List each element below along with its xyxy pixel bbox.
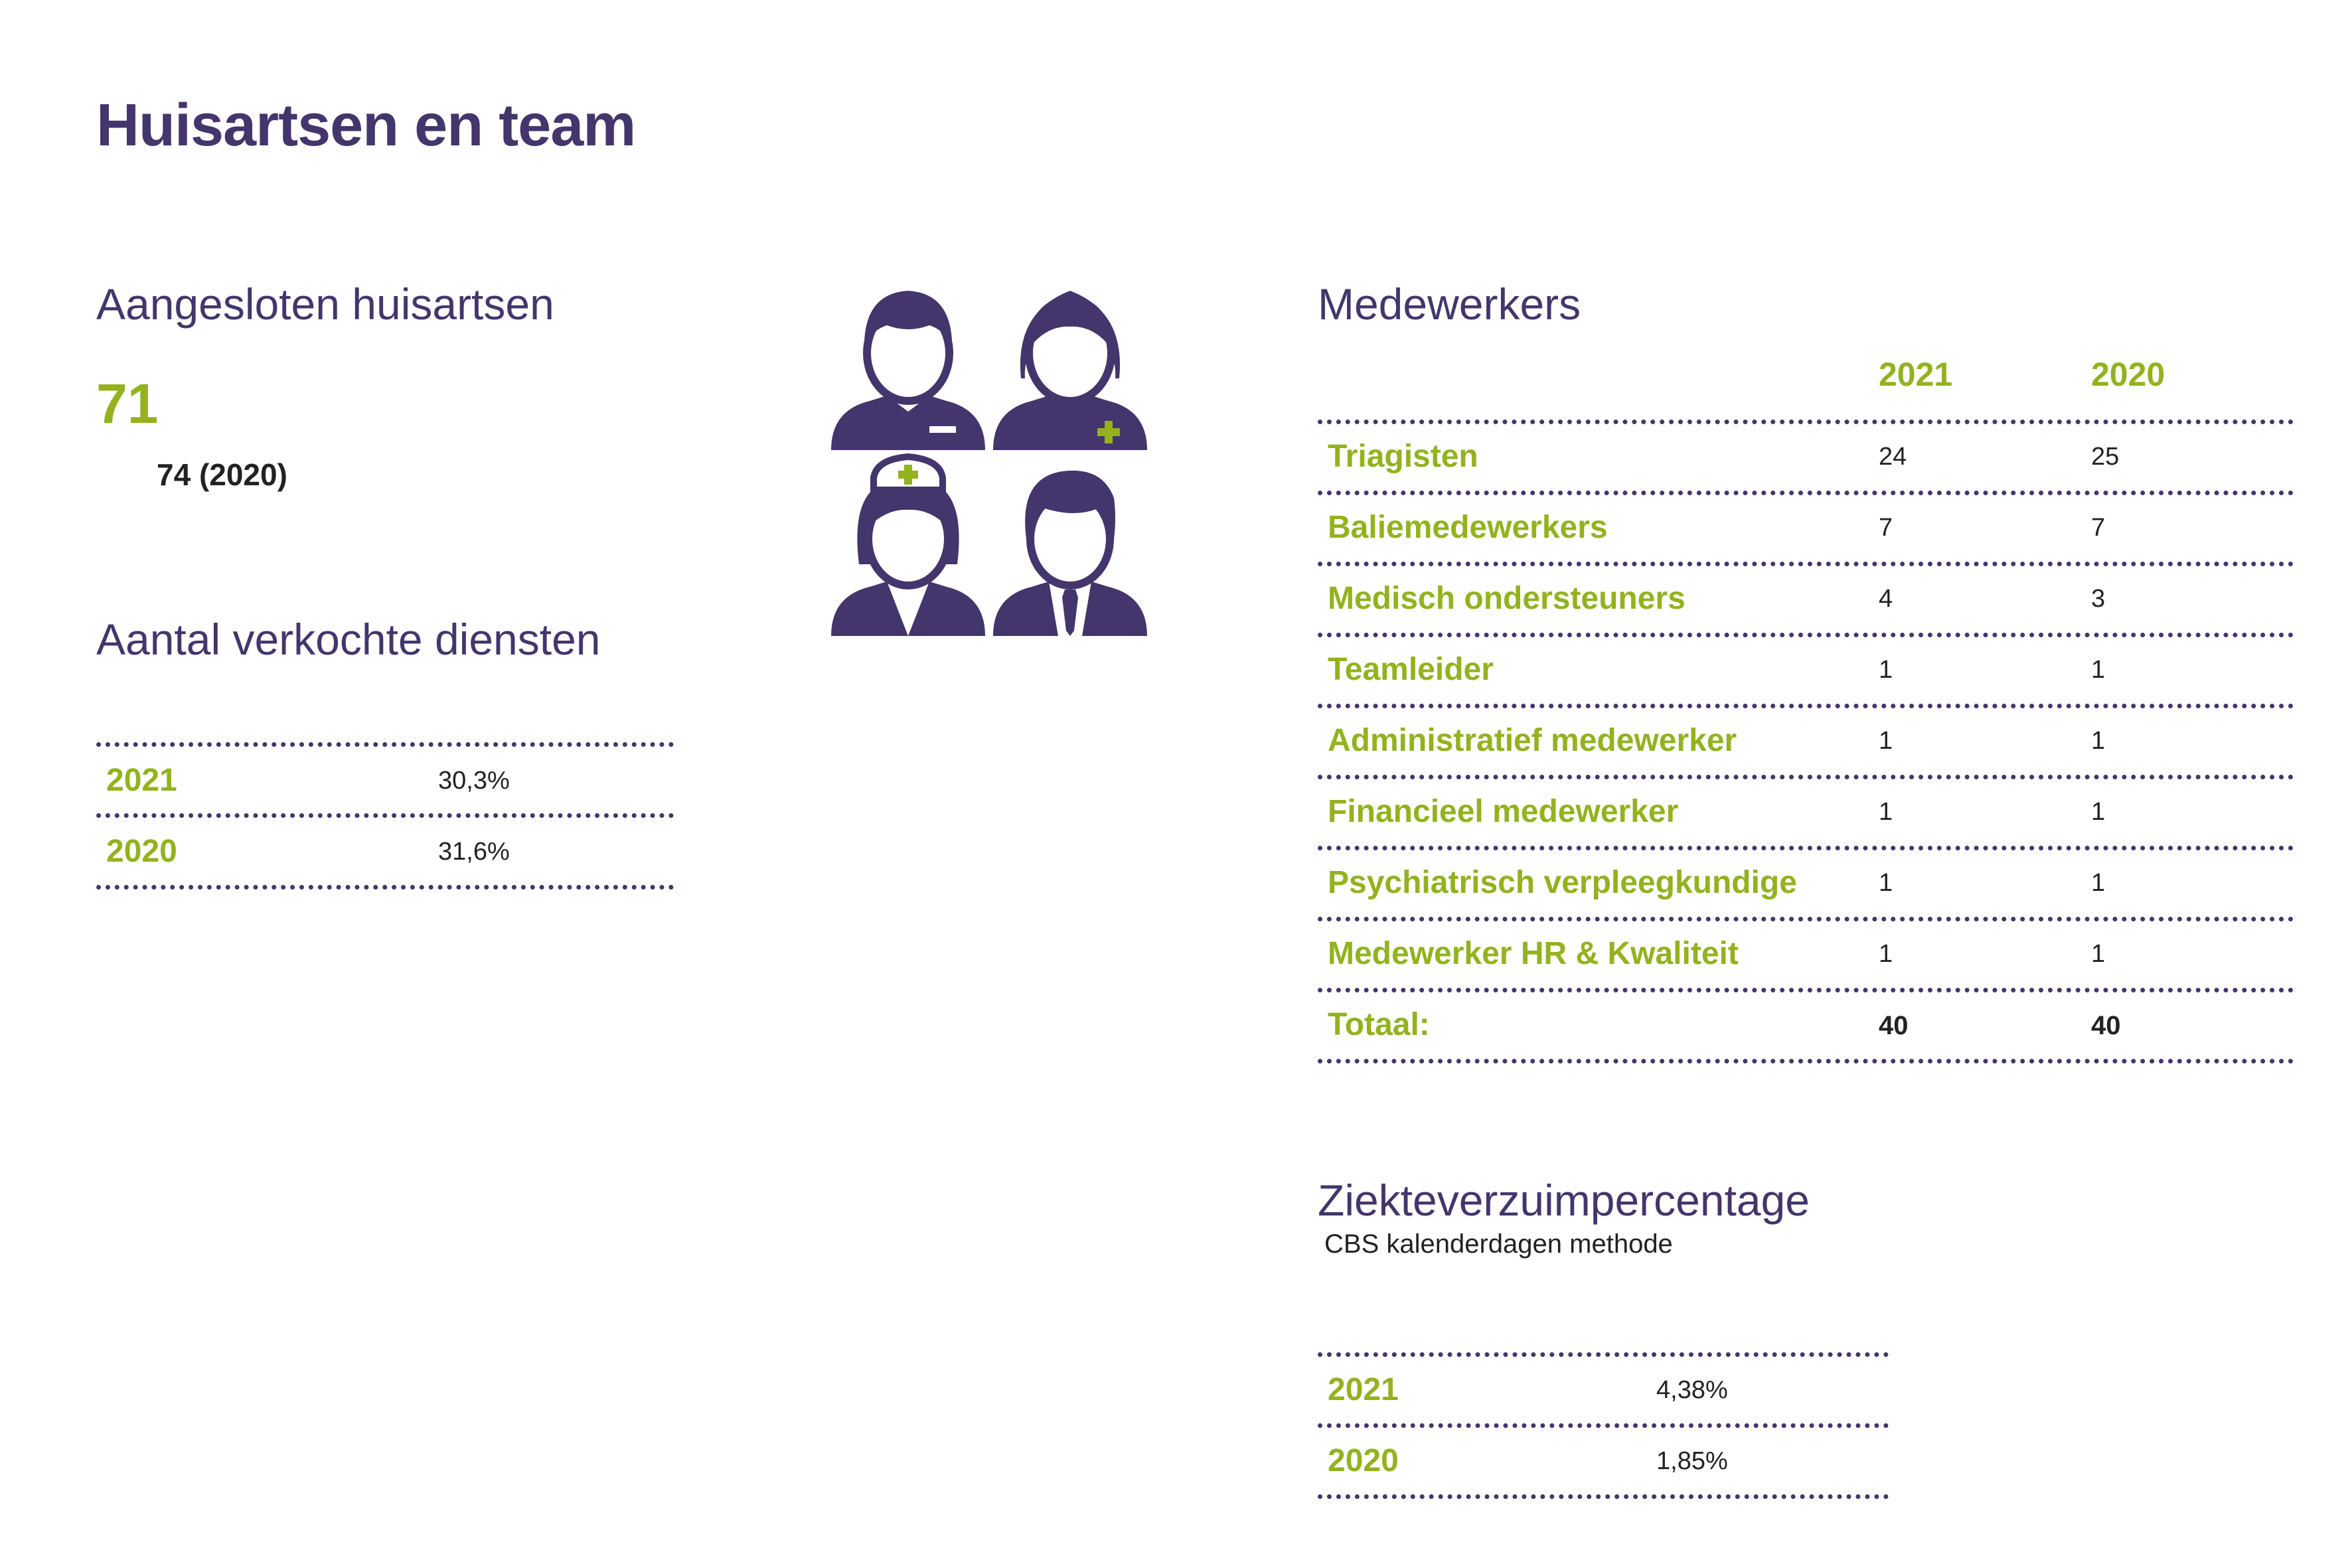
staff-value-2020: 1 — [2091, 656, 2106, 684]
divider — [1318, 704, 2294, 708]
doctor-icon — [831, 291, 985, 450]
team-icons-group — [830, 279, 1148, 637]
verzuim-note: CBS kalenderdagen methode — [1324, 1229, 1673, 1259]
divider — [1318, 775, 2294, 779]
staff-value-2021: 24 — [1879, 443, 1907, 471]
divider — [1318, 491, 2294, 495]
diensten-value: 30,3% — [438, 767, 510, 795]
divider — [96, 742, 674, 747]
column-header-2020: 2020 — [2091, 356, 2165, 393]
divider — [1318, 562, 2294, 566]
staff-row-label: Medisch ondersteuners — [1328, 581, 1686, 616]
medewerkers-heading: Medewerkers — [1318, 279, 1581, 329]
divider — [1318, 1494, 1889, 1499]
page-title: Huisartsen en team — [96, 92, 636, 159]
staff-value-2020: 1 — [2091, 940, 2106, 968]
staff-row-label: Teamleider — [1328, 652, 1494, 687]
staff-row-label: Financieel medewerker — [1328, 794, 1679, 829]
staff-value-2021: 1 — [1879, 869, 1893, 897]
staff-value-2020: 7 — [2091, 514, 2106, 542]
divider — [1318, 1059, 2294, 1063]
staff-row-label: Baliemedewerkers — [1328, 510, 1608, 545]
divider — [1318, 988, 2294, 992]
staff-row-label: Psychiatrisch verpleegkundige — [1328, 865, 1797, 900]
staff-value-2021: 4 — [1879, 585, 1893, 613]
divider — [1318, 633, 2294, 637]
verzuim-year: 2020 — [1328, 1443, 1399, 1478]
huisartsen-heading: Aangesloten huisartsen — [96, 279, 554, 329]
total-value-2021: 40 — [1879, 1011, 1909, 1040]
divider — [1318, 846, 2294, 850]
staff-value-2021: 1 — [1879, 727, 1893, 755]
staff-value-2021: 7 — [1879, 514, 1893, 542]
verzuim-value: 4,38% — [1656, 1376, 1728, 1404]
total-label: Totaal: — [1328, 1007, 1430, 1042]
nurse-icon — [831, 457, 985, 636]
column-header-2021: 2021 — [1879, 356, 1953, 393]
staff-value-2021: 1 — [1879, 798, 1893, 826]
staff-value-2021: 1 — [1879, 940, 1893, 968]
huisartsen-previous: 74 (2020) — [157, 457, 287, 492]
staff-row-label: Medewerker HR & Kwaliteit — [1328, 936, 1739, 971]
divider — [96, 813, 674, 818]
divider — [1318, 420, 2294, 424]
verzuim-value: 1,85% — [1656, 1447, 1728, 1475]
staff-value-2020: 3 — [2091, 585, 2106, 613]
diensten-year: 2020 — [106, 834, 177, 869]
diensten-heading: Aantal verkochte diensten — [96, 615, 601, 664]
verzuim-year: 2021 — [1328, 1372, 1399, 1407]
verzuim-heading: Ziekteverzuimpercentage — [1318, 1176, 1810, 1225]
businessman-icon — [993, 471, 1147, 636]
total-value-2020: 40 — [2091, 1011, 2121, 1040]
diensten-year: 2021 — [106, 763, 177, 798]
divider — [1318, 1352, 1889, 1357]
female-doctor-icon — [993, 291, 1147, 450]
staff-value-2020: 1 — [2091, 798, 2106, 826]
diensten-value: 31,6% — [438, 838, 510, 866]
staff-value-2020: 1 — [2091, 869, 2106, 897]
staff-value-2021: 1 — [1879, 656, 1893, 684]
staff-value-2020: 1 — [2091, 727, 2106, 755]
staff-value-2020: 25 — [2091, 443, 2120, 471]
huisartsen-value: 71 — [96, 372, 159, 435]
divider — [1318, 917, 2294, 921]
divider — [1318, 1423, 1889, 1428]
staff-row-label: Triagisten — [1328, 439, 1478, 474]
divider — [96, 885, 674, 890]
staff-row-label: Administratief medewerker — [1328, 723, 1737, 758]
